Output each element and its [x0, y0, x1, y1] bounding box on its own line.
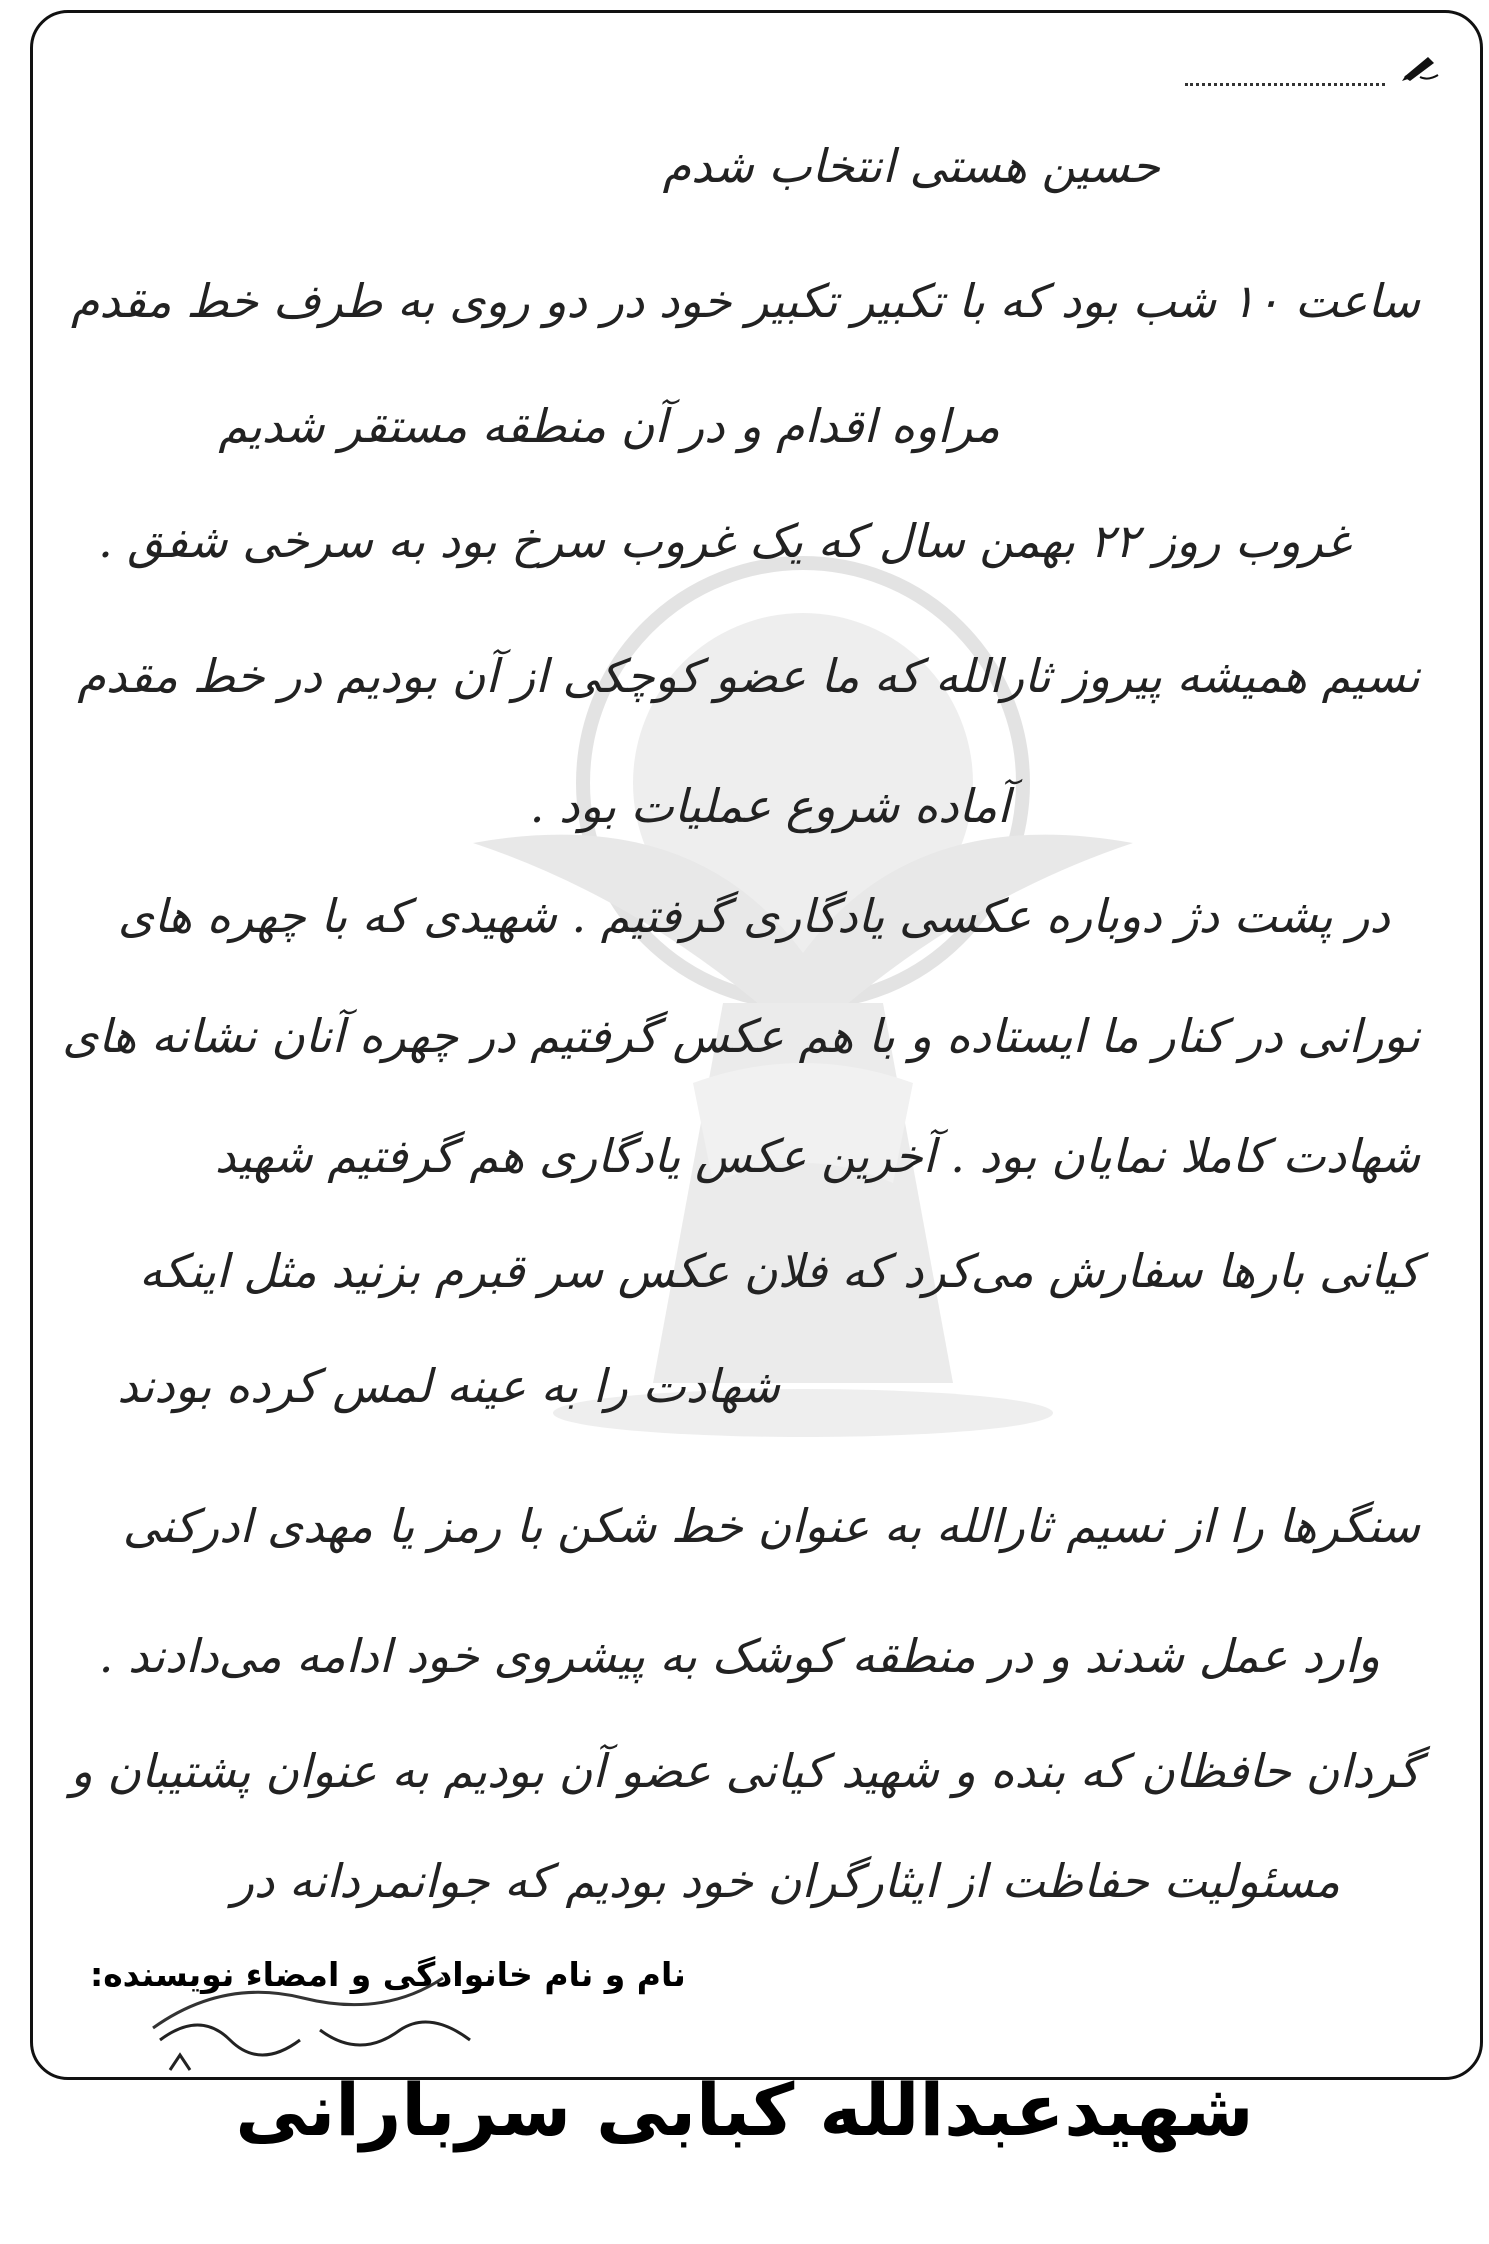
pen-icon — [1400, 53, 1440, 83]
handwritten-line-3: مراوه اقدام و در آن منطقه مستقر شدیم — [218, 399, 1000, 453]
handwritten-line-4: غروب روز ۲۲ بهمن سال که یک غروب سرخ بود به سرخی شفق . — [98, 514, 1350, 568]
dotted-line — [1185, 83, 1385, 86]
handwritten-line-7: در پشت دژ دوباره عکسی یادگاری گرفتیم . شهیدی که با چهره های — [117, 889, 1390, 943]
martyr-name: شهیدعبدالله کبابی سربارانی — [235, 2068, 1254, 2152]
handwritten-line-1: حسین هستی انتخاب شدم — [662, 139, 1160, 193]
signature-label: نام و نام خانوادگی و امضاء نویسنده: — [90, 1955, 686, 1994]
handwritten-line-6: آماده شروع عملیات بود . — [529, 779, 1010, 833]
emblem-watermark — [393, 483, 1213, 1443]
handwritten-line-5: نسیم همیشه پیروز ثارالله که ما عضو کوچکی از آن بودیم در خط مقدم — [77, 649, 1420, 703]
handwritten-line-10: کیانی بارها سفارش می‌کرد که فلان عکس سر قبرم بزنید مثل اینکه — [139, 1244, 1420, 1298]
handwritten-line-2: ساعت ۱۰ شب بود که با تکبیر تکبیر خود در دو روی به طرف خط مقدم — [70, 274, 1420, 328]
handwritten-line-12: سنگرها را از نسیم ثارالله به عنوان خط شکن با رمز یا مهدی ادرکنی — [122, 1499, 1420, 1553]
handwritten-line-11: شهادت را به عینه لمس کرده بودند — [117, 1359, 780, 1413]
handwritten-line-9: شهادت کاملا نمایان بود . آخرین عکس یادگاری هم گرفتیم شهید — [214, 1129, 1420, 1183]
handwritten-line-8: نورانی در کنار ما ایستاده و با هم عکس گرفتیم در چهره آنان نشانه های — [62, 1009, 1420, 1063]
handwritten-line-15: مسئولیت حفاظت از ایثارگران خود بودیم که جوانمردانه در — [231, 1854, 1340, 1908]
letter-page — [30, 10, 1483, 2080]
handwritten-line-13: وارد عمل شدند و در منطقه کوشک به پیشروی خود ادامه می‌دادند . — [98, 1629, 1380, 1683]
handwritten-line-14: گردان حافظان که بنده و شهید کیانی عضو آن بودیم به عنوان پشتیبان و — [70, 1744, 1420, 1798]
